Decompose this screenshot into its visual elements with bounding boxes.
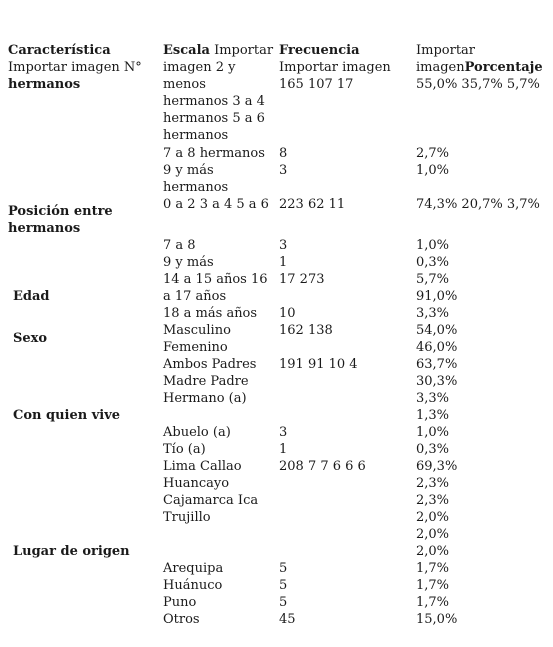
porcentaje-cell: 2,3%	[416, 493, 450, 508]
escala-cell: Masculino	[163, 323, 231, 338]
porcentaje-cell: 1,7%	[416, 595, 450, 610]
porcentaje-cell: 2,0%	[416, 544, 450, 559]
escala-cell: menos	[163, 77, 206, 92]
porcentaje-cell: 54,0%	[416, 323, 458, 338]
porcentaje-cell: 1,0%	[416, 425, 450, 440]
porcentaje-cell: 5,7%	[416, 272, 450, 287]
header-hermanos: hermanos	[8, 77, 81, 92]
porcentaje-cell: 3,3%	[416, 306, 450, 321]
frecuencia-cell: 165 107 17	[279, 77, 354, 92]
porcentaje-cell: 0,3%	[416, 255, 450, 270]
frecuencia-cell: 3	[279, 425, 288, 440]
porcentaje-cell: 15,0%	[416, 612, 458, 627]
escala-cell: Otros	[163, 612, 200, 627]
escala-cell: Ambos Padres	[163, 357, 257, 372]
porcentaje-cell: 74,3% 20,7% 3,7%	[416, 197, 540, 212]
porcentaje-cell: 2,0%	[416, 510, 450, 525]
porcentaje-cell: 1,3%	[416, 408, 450, 423]
porcentaje-cell: 69,3%	[416, 459, 458, 474]
header-caracteristica: Característica	[8, 43, 111, 58]
section-sexo: Sexo	[13, 331, 48, 346]
header-frecuencia: Frecuencia	[279, 43, 360, 58]
porcentaje-cell: 2,3%	[416, 476, 450, 491]
section-lugar-de-origen: Lugar de origen	[13, 544, 130, 559]
frecuencia-cell: 10	[279, 306, 296, 321]
porcentaje-cell: 46,0%	[416, 340, 458, 355]
frecuencia-cell: 162 138	[279, 323, 333, 338]
escala-cell: 0 a 2 3 a 4 5 a 6	[163, 197, 269, 212]
porcentaje-cell: 91,0%	[416, 289, 458, 304]
frecuencia-cell: 1	[279, 442, 288, 457]
porcentaje-cell: 2,0%	[416, 527, 450, 542]
section-edad: Edad	[13, 289, 50, 304]
header-escala: Escala Importar	[163, 43, 274, 58]
escala-cell: Puno	[163, 595, 197, 610]
porcentaje-cell: 1,7%	[416, 578, 450, 593]
escala-cell: 7 a 8 hermanos	[163, 146, 265, 161]
escala-cell: Huancayo	[163, 476, 230, 491]
frecuencia-cell: Importar imagen	[279, 60, 391, 75]
header-caracteristica-subtext: Importar imagen N°	[8, 60, 142, 75]
porcentaje-cell: 63,7%	[416, 357, 458, 372]
escala-cell: Arequipa	[163, 561, 224, 576]
escala-cell: Abuelo (a)	[163, 425, 231, 440]
escala-cell: hermanos 5 a 6	[163, 111, 265, 126]
frecuencia-cell: 223 62 11	[279, 197, 346, 212]
porcentaje-cell: 1,0%	[416, 238, 450, 253]
frecuencia-cell: 5	[279, 595, 288, 610]
porcentaje-cell: 30,3%	[416, 374, 458, 389]
header-porcentaje-line1: Importar	[416, 43, 476, 58]
porcentaje-cell: 1,7%	[416, 561, 450, 576]
porcentaje-cell: 0,3%	[416, 442, 450, 457]
escala-cell: Hermano (a)	[163, 391, 247, 406]
frecuencia-cell: 191 91 10 4	[279, 357, 358, 372]
porcentaje-cell: 3,3%	[416, 391, 450, 406]
frecuencia-cell: 208 7 7 6 6 6	[279, 459, 366, 474]
porcentaje-cell: 2,7%	[416, 146, 450, 161]
header-porcentaje-line2: imagenPorcentaje	[416, 60, 543, 75]
frecuencia-cell: 1	[279, 255, 288, 270]
escala-cell: Cajamarca Ica	[163, 493, 259, 508]
frecuencia-cell: 17 273	[279, 272, 325, 287]
escala-cell: hermanos 3 a 4	[163, 94, 265, 109]
frecuencia-cell: 3	[279, 163, 288, 178]
section-con-quien-vive: Con quien vive	[13, 408, 121, 423]
frecuencia-cell: 45	[279, 612, 296, 627]
escala-cell: 7 a 8	[163, 238, 196, 253]
escala-cell: Femenino	[163, 340, 228, 355]
porcentaje-cell: 1,0%	[416, 163, 450, 178]
frecuencia-cell: 5	[279, 578, 288, 593]
escala-cell: hermanos	[163, 180, 229, 195]
escala-cell: 9 y más	[163, 255, 214, 270]
escala-cell: Huánuco	[163, 578, 223, 593]
escala-cell: 14 a 15 años 16	[163, 272, 268, 287]
frecuencia-cell: 3	[279, 238, 288, 253]
section-posicion-2: hermanos	[8, 221, 81, 236]
escala-cell: Trujillo	[163, 510, 211, 525]
escala-cell: 9 y más	[163, 163, 214, 178]
escala-cell: 18 a más años	[163, 306, 258, 321]
escala-cell: hermanos	[163, 128, 229, 143]
escala-cell: Lima Callao	[163, 459, 242, 474]
section-posicion: Posición entre	[8, 204, 113, 219]
frecuencia-cell: 5	[279, 561, 288, 576]
escala-cell: Madre Padre	[163, 374, 249, 389]
porcentaje-cell: 55,0% 35,7% 5,7%	[416, 77, 540, 92]
escala-cell: imagen 2 y	[163, 60, 236, 75]
escala-cell: a 17 años	[163, 289, 227, 304]
frecuencia-cell: 8	[279, 146, 288, 161]
escala-cell: Tío (a)	[163, 442, 206, 457]
